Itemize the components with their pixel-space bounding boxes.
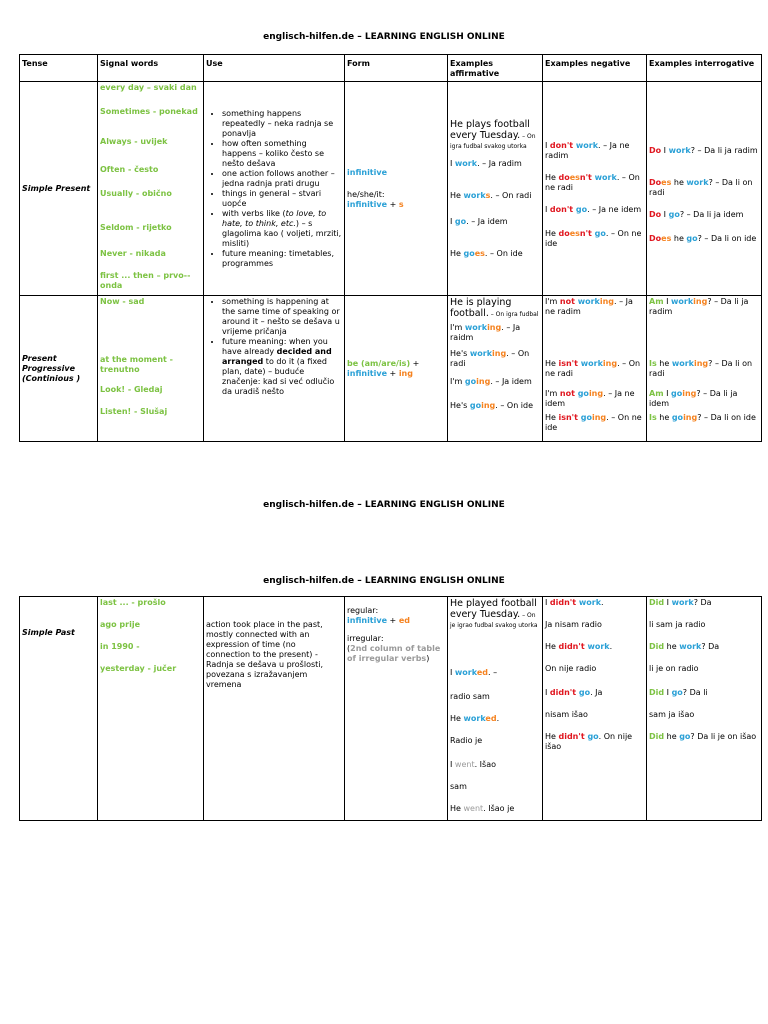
page-title: englisch-hilfen.de – LEARNING ENGLISH ONLINE — [263, 500, 505, 510]
example-line: sam — [450, 782, 467, 791]
form-plus: + — [387, 368, 399, 378]
form-infinitive: infinitive — [347, 199, 388, 209]
signal-word: Listen! - Slušaj — [100, 407, 168, 416]
use-item: • how often something happens – koliko često se nešto dešava — [222, 139, 342, 169]
signal-word: Often - često — [100, 165, 159, 174]
interrogative-cell — [647, 82, 762, 296]
form-be: be (am/are/is) — [347, 358, 411, 368]
signal-word: every day – svaki dan — [100, 83, 197, 92]
example-line: I don't work. – Ja ne radim — [545, 140, 630, 160]
example-line: Is he going? – Da li on ide — [649, 413, 756, 422]
use-text: with verbs like ( — [222, 208, 286, 218]
affirmative-cell — [448, 82, 543, 296]
example-line: I'm not working. – Ja ne radim — [545, 297, 633, 316]
example-intro — [450, 598, 540, 630]
example-line: Radio je — [450, 736, 483, 745]
example-line: Did he work? Da — [649, 642, 720, 651]
signal-word: at the moment - trenutno — [100, 355, 173, 374]
table-row-simple-past — [20, 597, 762, 821]
example-line: Am I working? – Da li ja radim — [649, 297, 749, 316]
form-infinitive: infinitive — [347, 167, 388, 177]
form-rule: (2nd column of table of irregular verbs) — [347, 644, 441, 663]
form-suffix: s — [398, 199, 404, 209]
example-line: He didn't go. On nije išao — [545, 732, 633, 751]
signal-word: Seldom - rijetko — [100, 223, 172, 232]
use-list — [206, 297, 342, 397]
example-line: Did he go? Da li je on išao — [649, 732, 757, 741]
form-infinitive: infinitive — [347, 368, 388, 378]
column-header-examples-interrogative: Examples interrogative — [647, 55, 762, 82]
example-line: Did I go? Da li — [649, 688, 708, 697]
use-text-italic: to love, to hate, to think, etc. — [222, 208, 327, 228]
example-line: li sam ja radio — [649, 620, 706, 629]
form-rule — [347, 359, 445, 369]
column-header-examples-negative: Examples negative — [543, 55, 647, 82]
signal-word: first ... then – prvo-- onda — [100, 271, 191, 290]
signal-word: Now - sad — [100, 297, 145, 306]
grammar-table-past — [19, 596, 762, 821]
use-item — [222, 209, 342, 249]
example-line: Does he go? – Da li on ide — [649, 233, 757, 243]
negative-cell — [543, 597, 647, 821]
example-line: sam ja išao — [649, 710, 695, 719]
signal-words-cell — [98, 82, 204, 296]
example-line: He works. – On radi — [450, 190, 532, 200]
example-line: li je on radio — [649, 664, 699, 673]
example-line: He isn't going. – On ne ide — [545, 413, 642, 432]
example-line: He went. Išao je — [450, 804, 515, 813]
example-line: He doesn't work. – On ne radi — [545, 172, 640, 192]
signal-word: Sometimes - ponekad — [100, 107, 198, 116]
grammar-table-present — [19, 54, 762, 442]
affirmative-cell — [448, 597, 543, 821]
table-row-present-progressive — [20, 296, 762, 442]
example-line: I didn't work. — [545, 598, 604, 607]
use-item: • things in general – stvari uopće — [222, 189, 342, 209]
negative-cell — [543, 82, 647, 296]
example-line: He isn't working. – On ne radi — [545, 359, 641, 378]
use-cell — [204, 296, 345, 442]
example-line: radio sam — [450, 692, 490, 701]
form-he-she-it: he/she/it: — [347, 189, 385, 199]
example-line: I didn't go. Ja — [545, 688, 603, 697]
example-intro-tr: – On je igrao fudbal svakog utorka — [450, 612, 538, 629]
use-text: future meaning: when you have already — [222, 337, 328, 356]
example-line: Does he work? – Da li on radi — [649, 177, 753, 197]
example-line: He doesn't go. – On ne ide — [545, 228, 642, 248]
example-line: Is he working? – Da li on radi — [649, 359, 753, 378]
use-item: • something happens repeatedly – neka radnja se ponavlja — [222, 109, 342, 139]
form-suffix: ed — [398, 616, 410, 625]
use-item: • one action follows another – jedna radnja prati drugu — [222, 169, 342, 189]
form-cell — [345, 597, 448, 821]
use-item — [222, 337, 342, 397]
signal-word: Usually - obično — [100, 189, 172, 198]
example-line: On nije radio — [545, 664, 597, 673]
signal-words-cell — [98, 296, 204, 442]
use-text-bold: decided and arranged — [222, 347, 332, 366]
example-intro-tr: – On igra fudbal svakog utorka — [450, 132, 536, 150]
form-irregular: irregular: — [347, 634, 384, 643]
example-line: I went. Išao — [450, 760, 496, 769]
example-intro — [450, 119, 540, 151]
example-intro-tr: – On igra fudbal — [488, 311, 539, 318]
table-row-simple-present — [20, 82, 762, 296]
example-line: I don't go. – Ja ne idem — [545, 204, 642, 214]
use-list — [206, 109, 342, 269]
example-line: Did I work? Da — [649, 598, 712, 607]
example-line: I worked. – — [450, 668, 498, 677]
tense-label: Simple Past — [22, 628, 75, 637]
column-header-form: Form — [345, 55, 448, 82]
form-suffix: ing — [398, 368, 413, 378]
interrogative-cell — [647, 296, 762, 442]
form-regular: regular: — [347, 606, 379, 615]
example-line: I work. – Ja radim — [450, 158, 522, 168]
form-plus: + — [410, 358, 420, 368]
tense-cell: Present Progressive (Continious ) — [20, 296, 98, 442]
tense-cell: Simple Present — [20, 82, 98, 296]
column-header-examples-affirmative: Examples affirmative — [448, 55, 543, 82]
table-header-row — [20, 55, 762, 82]
example-intro-en: He is playing football. — [450, 297, 512, 319]
example-intro — [450, 297, 540, 319]
form-cell — [345, 296, 448, 442]
example-line: nisam išao — [545, 710, 588, 719]
example-line: Am I going? – Da li ja idem — [649, 389, 738, 408]
signal-word: last ... - prošlo — [100, 598, 166, 607]
affirmative-cell — [448, 296, 543, 442]
signal-word: in 1990 - — [100, 642, 140, 651]
example-line: I'm not going. – Ja ne idem — [545, 389, 635, 408]
signal-word: Never - nikada — [100, 249, 166, 258]
example-intro-en: He plays football every Tuesday. — [450, 118, 530, 141]
form-plus: + — [389, 199, 397, 209]
form-cell — [345, 82, 448, 296]
form-rule — [347, 200, 445, 210]
example-line: He's going. – On ide — [450, 401, 534, 410]
use-text: ) – s glagolima kao ( voljeti, mrziti, misliti) — [222, 218, 342, 248]
form-irregular-note: 2nd column of table of irregular verbs — [347, 644, 441, 663]
use-cell — [204, 597, 345, 821]
column-header-signal-words: Signal words — [98, 55, 204, 82]
signal-word: ago prije — [100, 620, 140, 629]
column-header-use: Use — [204, 55, 345, 82]
use-item: • future meaning: timetables, programmes — [222, 249, 342, 269]
example-line: Ja nisam radio — [545, 620, 602, 629]
example-line: I go. – Ja idem — [450, 216, 508, 226]
signal-word: yesterday - jučer — [100, 664, 177, 673]
tense-cell — [20, 597, 98, 821]
example-line: I'm going. – Ja idem — [450, 377, 532, 386]
page-title: englisch-hilfen.de – LEARNING ENGLISH ONLINE — [263, 32, 505, 42]
use-cell — [204, 82, 345, 296]
form-infinitive: infinitive — [347, 616, 388, 625]
use-text: to do it (a fixed plan, date) – buduće značenje: kad si već odlučio da uradiš nešto — [222, 357, 335, 396]
signal-word: Look! - Gledaj — [100, 385, 163, 394]
example-intro-en: He played football every Tuesday. — [450, 598, 537, 620]
form-plus: + — [387, 616, 399, 625]
example-line: He goes. – On ide — [450, 248, 523, 258]
negative-cell — [543, 296, 647, 442]
use-text: action took place in the past, mostly connected with an expression of time (no connection to the present) -Radnja se dešava u prošlosti, povezana s izražavanjem vremena — [206, 620, 324, 689]
use-item: • something is happening at the same time of speaking or around it – nešto se dešava u vrijeme pričanja — [222, 297, 342, 337]
example-line: Do I go? – Da li ja idem — [649, 209, 744, 219]
example-line: He didn't work. — [545, 642, 613, 651]
column-header-tense: Tense — [20, 55, 98, 82]
example-line: He's working. – On radi — [450, 349, 530, 368]
form-rule — [347, 369, 445, 379]
form-rule — [347, 616, 445, 626]
interrogative-cell — [647, 597, 762, 821]
example-line: Do I work? – Da li ja radim — [649, 145, 758, 155]
page-title: englisch-hilfen.de – LEARNING ENGLISH ONLINE — [263, 576, 505, 586]
example-line: I'm working. – Ja raidm — [450, 323, 521, 342]
example-line: He worked. — [450, 714, 500, 723]
signal-word: Always - uvijek — [100, 137, 168, 146]
signal-words-cell — [98, 597, 204, 821]
